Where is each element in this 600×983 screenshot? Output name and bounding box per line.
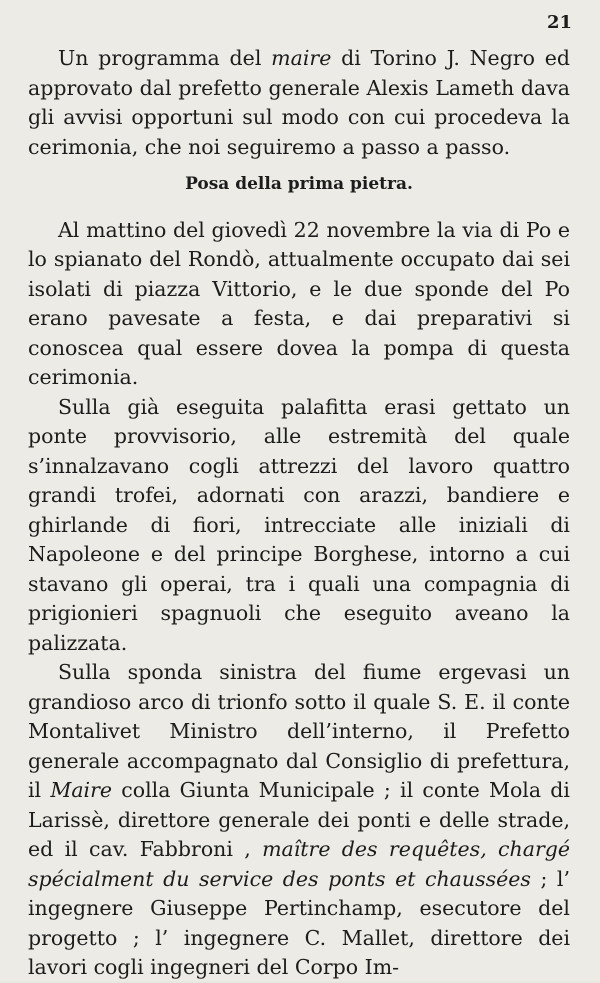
intro-text-1: Un programma del [58, 46, 272, 70]
paragraph-3-text-1: Sulla sponda sinistra del fiume ergevasi un grandioso arco di trionfo sotto il quale S. E. il conte Montalivet Ministro dell’interno, il Prefetto generale accompagnato dal Consiglio di prefettura, il [28, 660, 570, 802]
intro-paragraph [28, 44, 570, 162]
paragraph-3 [28, 658, 570, 983]
text-block [28, 44, 570, 983]
page-number: 21 [546, 12, 572, 33]
paragraph-3-italic-2: maître des requêtes, chargé spécialment du service des ponts et chaussées [28, 837, 570, 891]
paragraph-3-text-2: colla Giunta Municipale ; il conte Mola di Larissè, direttore generale dei ponti e delle strade, ed il cav. Fabbroni , [28, 778, 570, 861]
paragraph-2-text: Sulla già eseguita palafitta erasi gettato un ponte provvisorio, alle estremità del quale s’innalzavano cogli attrezzi del lavoro quattro grandi trofei, adornati con arazzi, bandiere e ghirlande di fiori, intrecciate alle iniziali di Napoleone e del principe Borghese, intorno a cui stavano gli operai, tra i quali una compagnia di prigionieri spagnuoli che eseguito aveano la palizzata. [28, 394, 570, 655]
intro-text-2: di Torino J. Negro ed approvato dal prefetto generale Alexis Lameth dava gli avvisi opportuni sul modo con cui procedeva la cerimonia, che noi seguiremo a passo a passo. [28, 46, 570, 159]
paragraph-3-italic-1: Maire [50, 778, 113, 802]
intro-text-italic: maire [271, 46, 332, 70]
paragraph-2 [28, 393, 570, 659]
paragraph-1-text: Al mattino del giovedì 22 novembre la via di Po e lo spianato del Rondò, attualmente occupato dai sei isolati di piazza Vittorio, e le due sponde del Po erano pavesate a festa, e dai preparativi si conoscea qual essere dovea la pompa di questa cerimonia. [28, 217, 570, 389]
section-heading: Posa della prima pietra. [185, 174, 413, 194]
paragraph-1 [28, 216, 570, 393]
paragraph-3-text-3: ; l’ ingegnere Giuseppe Pertinchamp, esecutore del progetto ; l’ ingegnere C. Mallet, direttore dei lavori cogli ingegneri del Corpo Im- [28, 866, 570, 979]
